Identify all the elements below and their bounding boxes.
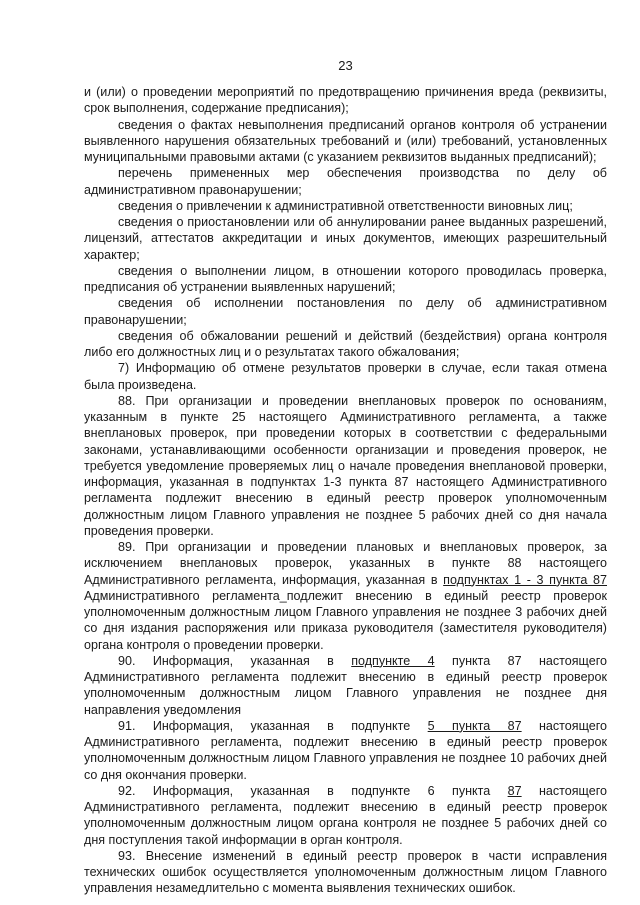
subparagraph-1-3-link[interactable]: подпунктах 1 - 3 пункта 87 <box>443 572 607 587</box>
page-number: 23 <box>338 58 353 73</box>
paragraph-92 <box>84 783 607 848</box>
paragraph-91 <box>84 718 607 783</box>
paragraph-liability: сведения о привлечении к административной ответственности виновных лиц; <box>118 198 573 213</box>
paragraph-89 <box>84 539 607 653</box>
paragraph-91-text-after: настоящего Административного регламента, подлежит внесению в единый реестр проверок уполномоченным должностным лицом Главного управления не позднее 10 рабочих дней со дня окончания проверки. <box>84 718 608 782</box>
point-87-link[interactable]: 87 <box>507 783 522 798</box>
paragraph-93: 93. Внесение изменений в единый реестр проверок в части исправления технических ошибок осуществляется уполномоченным должностным лицом Главного управления незамедлительно с момента выявления технических ошибок. <box>84 848 607 896</box>
paragraph-92-text-after: настоящего Административного регламента, подлежит внесению в единый реестр проверок уполномоченным должностным лицом органа контроля не позднее 5 рабочих дней со дня поступления такой информации в орган контроля. <box>84 783 607 847</box>
paragraph-appeal: сведения об обжаловании решений и действий (бездействия) органа контроля либо его должностных лиц и о результатах такого обжалования; <box>84 328 607 359</box>
paragraph-item-7: 7) Информацию об отмене результатов проверки в случае, если такая отмена была произведена. <box>84 361 607 392</box>
paragraph-suspension: сведения о приостановлении или об аннулировании ранее выданных разрешений, лицензий, аттестатов аккредитации и иных документов, имеющих разрешительный характер; <box>84 215 607 262</box>
paragraph-resolution: сведения об исполнении постановления по делу об административном правонарушении; <box>84 296 607 327</box>
paragraph-unfulfilled-prescriptions: сведения о фактах невыполнения предписаний органов контроля об устранении выявленного нарушения обязательных требований и (или) требований, установленных муниципальными правовыми актами (с указанием реквизитов выданных предписаний); <box>84 117 607 164</box>
subparagraph-4-link[interactable]: подпункте 4 <box>351 653 435 668</box>
paragraph-measures-list: перечень примененных мер обеспечения производства по делу об административном правонарушении; <box>84 166 607 197</box>
paragraph-90-text-after: пункта 87 настоящего Административного регламента подлежит внесению в единый реестр проверок уполномоченным должностным лицом Главного управления не позднее дня направления уведомления <box>84 653 607 717</box>
paragraph-92-text-before: 92. Информация, указанная в подпункте 6 пункта <box>118 783 508 798</box>
paragraph-88: 88. При организации и проведении внеплановых проверок по основаниям, указанным в пункте 25 настоящего Административного регламента, а также внеплановых проверок, при проведении которых в соответствии с федеральными законами, устанавливающими особенности организации и проведения проверок, не требуется уведомление проверяемых лиц о начале проведения внеплановой проверки, информация, указанная в подпунктах 1-3 пункта 87 настоящего Административного регламента подлежит внесению в единый реестр проверок уполномоченным должностным лицом Главного управления не позднее 5 рабочих дней со дня начала проведения проверки. <box>84 393 607 538</box>
paragraph-prescription-end: и (или) о проведении мероприятий по предотвращению причинения вреда (реквизиты, срок выполнения, содержание предписания); <box>84 85 607 116</box>
paragraph-90 <box>84 653 607 718</box>
paragraph-execution: сведения о выполнении лицом, в отношении которого проводилась проверка, предписания об устранении выявленных нарушений; <box>84 263 607 294</box>
point-5-87-link[interactable]: 5 пункта 87 <box>427 718 522 733</box>
paragraph-91-text-before: 91. Информация, указанная в подпункте <box>118 718 428 733</box>
paragraph-89-text-after: Административного регламента_подлежит внесению в единый реестр проверок уполномоченным должностным лицом Главного управления не позднее 3 рабочих дней со дня издания распоряжения или приказа руководителя (заместителя руководителя) органа контроля о проведении проверки. <box>84 588 607 652</box>
paragraph-89-text-before: 89. При организации и проведении плановых и внеплановых проверок, за исключением внеплановых проверок, указанных в пункте 88 настоящего Административного регламента, информация, указанная в <box>84 540 607 587</box>
paragraph-90-text-before: 90. Информация, указанная в <box>118 653 352 668</box>
